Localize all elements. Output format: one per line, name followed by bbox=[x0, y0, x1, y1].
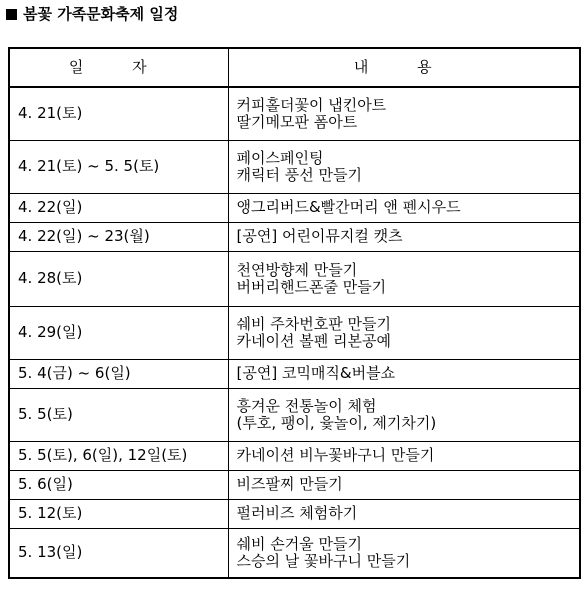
date-cell: 5. 12(토) bbox=[9, 499, 228, 528]
content-cell bbox=[228, 441, 580, 470]
table-row bbox=[9, 251, 580, 306]
date-cell: 5. 4(금) ~ 6(일) bbox=[9, 359, 228, 388]
content-line: 펄러비즈 체험하기 bbox=[236, 504, 358, 522]
table-row bbox=[9, 140, 580, 193]
content-cell bbox=[228, 222, 580, 251]
content-line: 비즈팔찌 만들기 bbox=[236, 475, 343, 493]
content-cell bbox=[228, 359, 580, 388]
date-cell: 5. 13(일) bbox=[9, 528, 228, 578]
content-line: 쉐비 주차번호판 만들기 bbox=[236, 314, 391, 333]
content-line: 스승의 날 꽃바구니 만들기 bbox=[236, 551, 411, 570]
table-header-row bbox=[9, 48, 580, 87]
content-line: 딸기메모판 폼아트 bbox=[236, 112, 358, 131]
content-line: 버버리핸드폰줄 만들기 bbox=[236, 277, 387, 296]
table-row bbox=[9, 388, 580, 441]
content-line: 천연방향제 만들기 bbox=[236, 260, 358, 279]
table-row bbox=[9, 499, 580, 528]
date-cell: 5. 6(일) bbox=[9, 470, 228, 499]
date-cell: 4. 21(토) bbox=[9, 87, 228, 140]
table-row bbox=[9, 441, 580, 470]
table-row bbox=[9, 359, 580, 388]
title-text: 봄꽃 가족문화축제 일정 bbox=[23, 5, 179, 23]
content-line: 캐릭터 풍선 만들기 bbox=[236, 165, 362, 184]
content-cell bbox=[228, 306, 580, 359]
content-line: [공연] 코믹매직&버블쇼 bbox=[236, 364, 396, 382]
date-cell: 4. 29(일) bbox=[9, 306, 228, 359]
schedule-table bbox=[8, 47, 581, 579]
content-cell bbox=[228, 87, 580, 140]
header-content: 내 용 bbox=[228, 48, 580, 87]
content-cell bbox=[228, 193, 580, 222]
content-cell bbox=[228, 251, 580, 306]
content-line: 흥겨운 전통놀이 체험 bbox=[236, 396, 377, 415]
date-cell: 5. 5(토) bbox=[9, 388, 228, 441]
table-row bbox=[9, 528, 580, 578]
content-cell bbox=[228, 388, 580, 441]
content-cell bbox=[228, 499, 580, 528]
table-row bbox=[9, 470, 580, 499]
content-line: 쉐비 손거울 만들기 bbox=[236, 534, 362, 553]
date-cell: 5. 5(토), 6(일), 12일(토) bbox=[9, 441, 228, 470]
date-cell: 4. 21(토) ~ 5. 5(토) bbox=[9, 140, 228, 193]
content-cell bbox=[228, 528, 580, 578]
content-line: 앵그리버드&빨간머리 앤 펜시우드 bbox=[236, 198, 461, 216]
header-date: 일 자 bbox=[9, 48, 228, 87]
content-line: 카네이션 볼펜 리본공예 bbox=[236, 331, 391, 350]
date-cell: 4. 28(토) bbox=[9, 251, 228, 306]
table-row bbox=[9, 193, 580, 222]
content-cell bbox=[228, 470, 580, 499]
content-line: [공연] 어린이뮤지컬 캣츠 bbox=[236, 227, 403, 245]
content-line: 커피홀더꽃이 냅킨아트 bbox=[236, 95, 387, 114]
table-row bbox=[9, 306, 580, 359]
content-line: 카네이션 비누꽃바구니 만들기 bbox=[236, 446, 435, 464]
table-row bbox=[9, 87, 580, 140]
page-title bbox=[6, 4, 178, 24]
content-cell bbox=[228, 140, 580, 193]
table-row bbox=[9, 222, 580, 251]
date-cell: 4. 22(일) ~ 23(월) bbox=[9, 222, 228, 251]
date-cell: 4. 22(일) bbox=[9, 193, 228, 222]
content-line: 페이스페인팅 bbox=[236, 148, 324, 167]
black-square-bullet-icon bbox=[6, 9, 17, 20]
content-line: (투호, 팽이, 윷놀이, 제기차기) bbox=[236, 413, 437, 432]
